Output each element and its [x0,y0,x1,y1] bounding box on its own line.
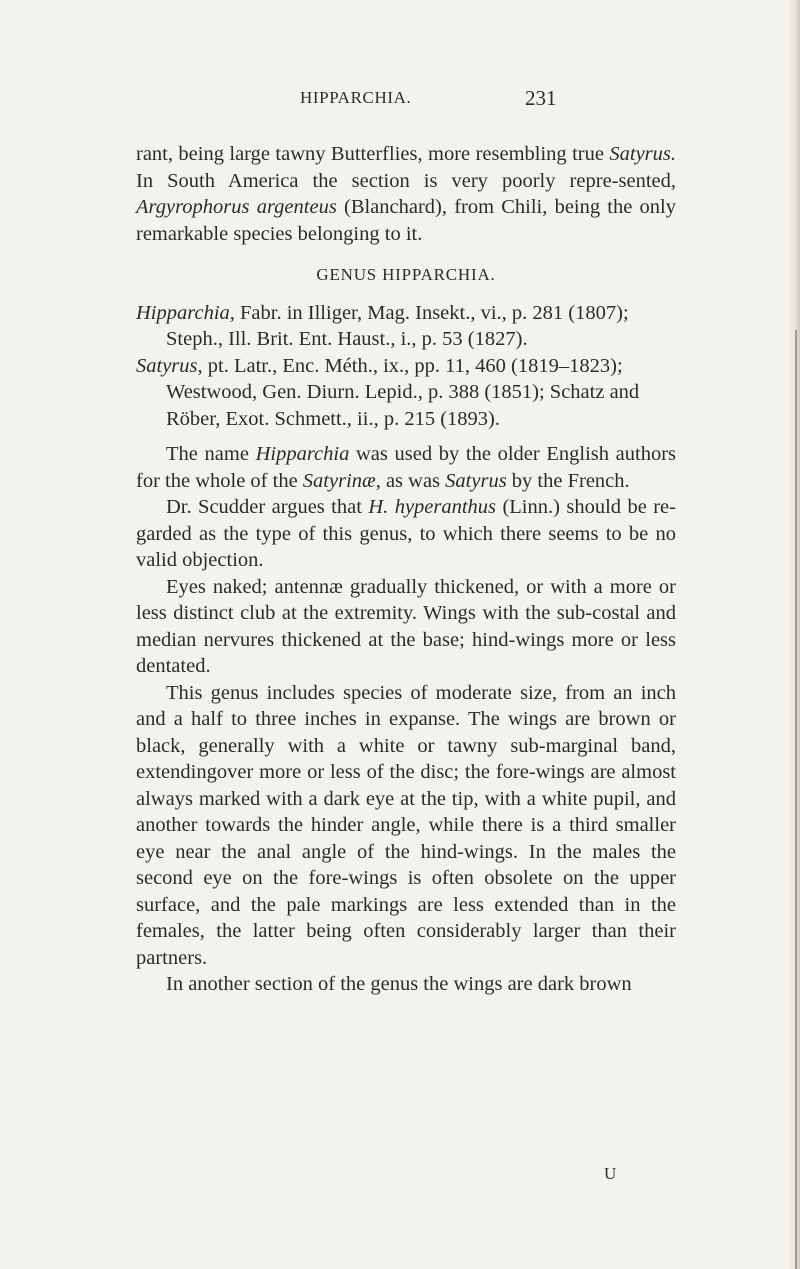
text-run: The name [166,443,256,465]
paragraph-characters: Eyes naked; antennæ gradually thickened, or with a more or less distinct club at the extremity. Wings with the sub-costal and median nervures thickened at the base; hind-wings more or less dentated. [136,575,676,677]
synonym-reference [136,353,676,433]
text-run: as was [380,469,446,492]
text-run: (Linn.) should be re-garded as the type of this genus, to which there seems to be no valid objection. [136,496,676,571]
citation-text: pt. Latr., Enc. Méth., ix., pp. 11, 460 (1819–1823); Westwood, Gen. Diurn. Lepid., p. 388 (1851); Schatz and Röber, Exot. Schmett., ii., p. 215 (1893). [166,354,640,430]
binding-edge-line [795,330,797,1269]
running-head: HIPPARCHIA. [300,88,412,107]
taxon-name: Satyrinæ, [302,469,381,492]
text-run: Dr. Scudder argues that [166,496,369,518]
text-run: was used by the older English authors for the whole of the [136,443,677,492]
paragraph-another-section: In another section of the genus the wings are dark brown [166,973,632,995]
taxon-name: Argyrophorus argenteus [136,196,337,218]
genus-heading: GENUS HIPPARCHIA. [316,265,496,284]
taxon-name: Satyrus. [609,143,676,165]
synonym-reference [136,300,676,353]
citation-text: Fabr. in Illiger, Mag. Insekt., vi., p. 281 (1807); Steph., Ill. Brit. Ent. Haust., i., p. 53 (1827). [166,301,629,350]
text-run: In South America the section is very poorly repre-sented, [136,169,676,192]
paragraph-description: This genus includes species of moderate size, from an inch and a half to three inches in expanse. The wings are brown or black, generally with a white or tawny sub-marginal band, extendingover more or less of the disc; the fore-wings are almost always marked with a dark eye at the tip, with a white pupil, and another towards the hinder angle, while there is a third smaller eye near the anal angle of the hind-wings. In the males the second eye on the fore-wings is often obsolete on the upper surface, and the pale markings are less extended than in the females, the latter being often considerably larger than their partners. [136,681,676,969]
taxon-name: Satyrus, [136,354,203,377]
page-number: 231 [525,86,557,110]
text-run: rant, being large tawny Butterflies, more resembling true [136,143,610,165]
taxon-name: H. hyperanthus [368,496,497,518]
text-run: by the French. [506,469,630,492]
paragraph-type-species [136,494,676,574]
taxon-name: Satyrus [445,469,507,492]
page-edge-shadow [788,0,800,1269]
text-run: (Blanchard), from Chili, being the only remarkable species belonging to it. [136,196,676,245]
taxon-name: Hipparchia, [136,301,235,324]
taxon-name: Hipparchia [255,443,350,465]
page-header [300,88,800,118]
signature-mark: U [604,1164,617,1183]
paragraph-name-usage [136,441,676,494]
page-body [136,141,676,998]
paragraph-continuation [136,141,676,247]
